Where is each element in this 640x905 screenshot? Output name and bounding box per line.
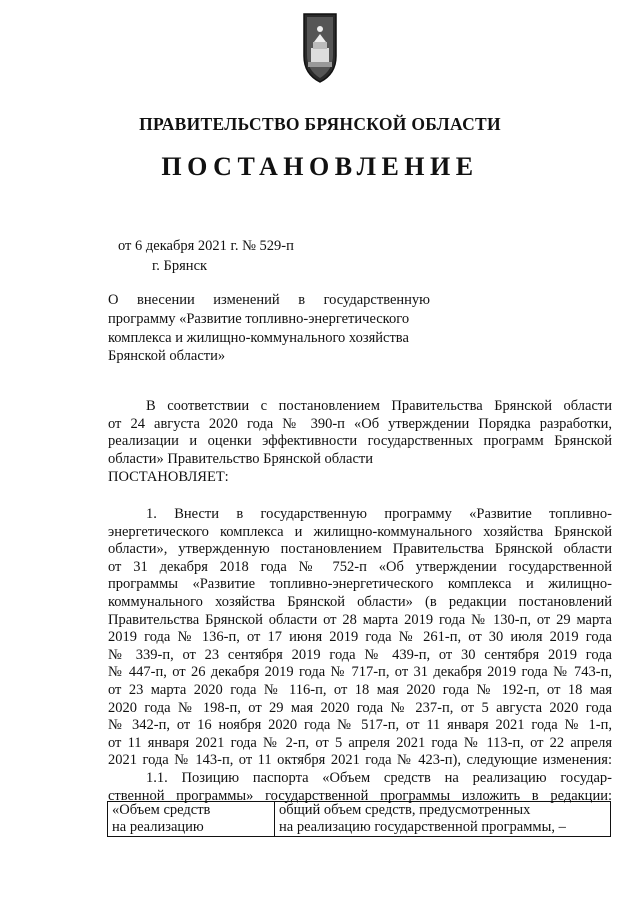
paragraph-line: 1.1. Позицию паспорта «Объем средств на реализацию государ- — [146, 769, 612, 786]
coat-of-arms-icon — [298, 12, 342, 84]
paragraph-line: области» Правительство Брянской области — [108, 450, 373, 467]
paragraph-line: 2019 года № 136-п, от 17 июня 2019 года № 261-п, от 30 июля 2019 года — [108, 629, 612, 646]
paragraph-line: № 342-п, от 16 ноября 2020 года № 517-п, от 11 января 2021 года № 1-п, — [108, 717, 612, 734]
decree-date-number: от 6 декабря 2021 г. № 529-п — [118, 238, 294, 254]
resolves-label: ПОСТАНОВЛЯЕТ: — [108, 469, 229, 485]
paragraph-line: № 339-п, от 23 сентября 2019 года № 439-п, от 30 сентября 2019 года — [108, 646, 612, 663]
paragraph-line: от 23 марта 2020 года № 116-п, от 18 мая 2020 года № 192-п, от 18 мая — [108, 681, 612, 698]
paragraph-line: области», утвержденную постановлением Правительства Брянской области — [108, 541, 612, 558]
decree-subject — [108, 291, 430, 366]
paragraph-line: программы «Развитие топливно-энергетического комплекса и жилищно- — [108, 576, 612, 593]
paragraph-line: от 11 января 2021 года № 2-п, от 5 апреля 2021 года № 113-п, от 22 апреля — [108, 734, 612, 751]
table-row — [108, 802, 611, 837]
table-cell — [108, 802, 275, 837]
paragraph-line: ственной программы» государственной программы изложить в редакции: — [108, 787, 612, 804]
main-paragraph — [108, 506, 612, 805]
intro-paragraph — [108, 398, 612, 468]
paragraph-line: энергетического комплекса и жилищно-коммунального хозяйства Брянской — [108, 523, 612, 540]
paragraph-line: от 24 августа 2020 года № 390-п «Об утверждении Порядка разработки, — [108, 415, 612, 432]
cell-line: общий объем средств, предусмотренных — [279, 802, 531, 818]
cell-line: на реализацию государственной программы, – — [279, 819, 566, 835]
document-type-title: ПОСТАНОВЛЕНИЕ — [161, 152, 479, 181]
paragraph-line: коммунального хозяйства Брянской области» (в редакции постановлений — [108, 593, 612, 610]
paragraph-line: 2021 года № 143-п, от 11 октября 2021 года № 423-п), следующие изменения: — [108, 752, 612, 769]
table-cell — [275, 802, 611, 837]
subject-line: О внесении изменений в государственную — [108, 292, 430, 308]
subject-line: программу «Развитие топливно-энергетического — [108, 310, 410, 327]
decree-city: г. Брянск — [152, 258, 208, 274]
paragraph-line: 2020 года № 198-п, от 29 мая 2020 года № 237-п, от 5 августа 2020 года — [108, 699, 612, 716]
subject-line: комплекса и жилищно-коммунального хозяйства — [108, 329, 409, 346]
paragraph-line: реализации и оценки эффективности государственных программ Брянской — [108, 433, 612, 450]
government-name: ПРАВИТЕЛЬСТВО БРЯНСКОЙ ОБЛАСТИ — [139, 114, 501, 134]
subject-line: Брянской области» — [108, 348, 226, 365]
paragraph-line: № 447-п, от 26 декабря 2019 года № 717-п, от 31 декабря 2019 года № 743-п, — [108, 664, 612, 681]
cell-line: на реализацию — [112, 819, 204, 835]
cell-line: «Объем средств — [112, 802, 211, 818]
paragraph-line: от 31 декабря 2018 года № 752-п «Об утверждении государственной — [108, 558, 612, 575]
paragraph-line: Правительства Брянской области от 28 марта 2019 года № 130-п, от 29 марта — [108, 611, 612, 628]
paragraph-line: В соответствии с постановлением Правительства Брянской области — [146, 398, 612, 414]
paragraph-line: 1. Внести в государственную программу «Развитие топливно- — [146, 506, 612, 522]
funding-table — [107, 801, 611, 837]
